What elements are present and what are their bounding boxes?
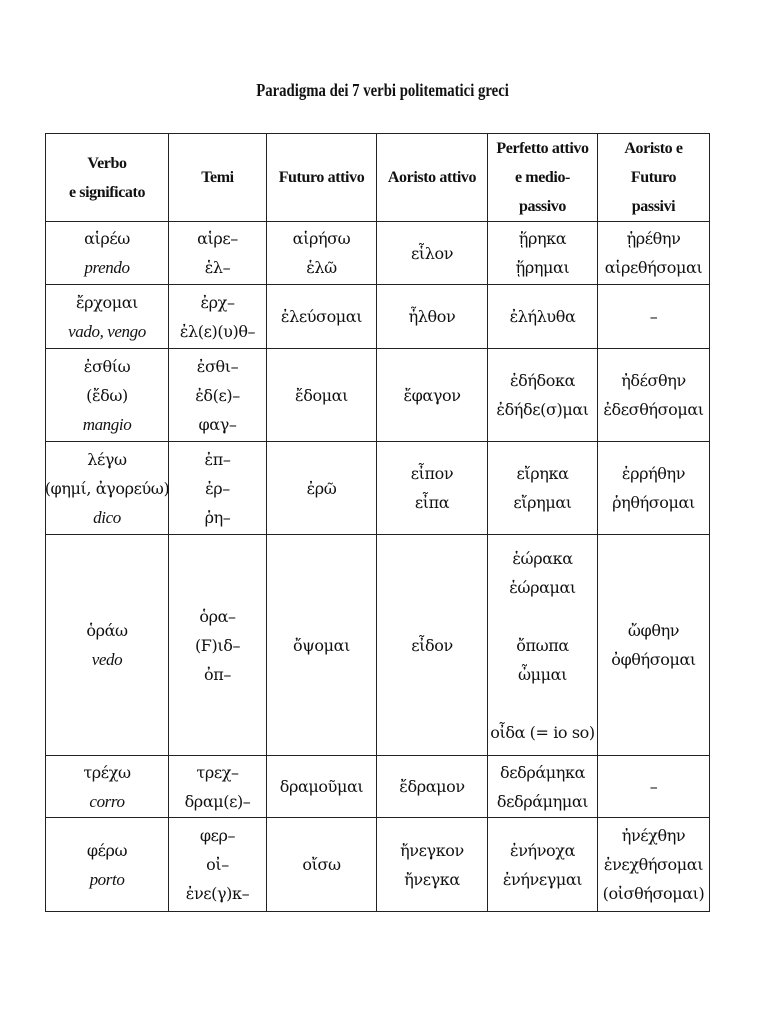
cell-line: φερ– — [199, 826, 236, 845]
table-row — [46, 535, 710, 756]
cell-line: τρέχω — [83, 762, 131, 782]
cell-line: passivi — [631, 198, 676, 215]
cell-line: ἐρρήθην — [621, 464, 686, 483]
cell-temi — [169, 756, 267, 818]
cell-line: Temi — [201, 169, 234, 186]
cell-aoristo — [377, 349, 488, 442]
cell-passivi — [598, 222, 710, 285]
cell-line: passivo — [519, 198, 566, 215]
header-aoristo-futuro-passivi — [598, 134, 710, 222]
cell-temi — [169, 349, 267, 442]
cell-line: dico — [93, 507, 121, 527]
cell-line: vado, vengo — [68, 321, 146, 341]
cell-line: Aoristo e — [624, 140, 683, 157]
header-aoristo-attivo — [377, 134, 488, 222]
cell-line: Futuro — [630, 169, 677, 186]
cell-line: εἶπον — [410, 464, 454, 483]
cell-temi — [169, 285, 267, 349]
cell-verbo — [46, 222, 169, 285]
cell-line: – — [649, 777, 658, 796]
cell-line: τρεχ– — [196, 762, 239, 782]
cell-line: φέρω — [86, 840, 128, 860]
cell-verbo — [46, 756, 169, 818]
cell-line: εἴρηκα — [516, 464, 569, 483]
cell-line: δεδράμηκα — [500, 762, 585, 782]
cell-verbo — [46, 442, 169, 535]
cell-line: (Ϝ)ιδ– — [194, 635, 241, 655]
cell-line: ὄψομαι — [293, 635, 350, 655]
cell-verbo — [46, 349, 169, 442]
cell-line: ἤνεγκα — [404, 869, 460, 889]
cell-line: ἐδ(ε)– — [195, 385, 240, 405]
table-row — [46, 756, 710, 818]
cell-line: ῥηθήσομαι — [612, 493, 695, 512]
cell-line: ἐνεχθήσομαι — [603, 855, 704, 874]
cell-line: φαγ– — [198, 414, 237, 434]
table-row — [46, 349, 710, 442]
cell-line: οἴσω — [302, 855, 341, 874]
cell-passivi — [598, 285, 710, 349]
cell-line: ἐδεσθήσομαι — [603, 400, 704, 419]
table-row — [46, 285, 710, 349]
cell-line: ἑλ– — [204, 258, 231, 277]
cell-passivi — [598, 818, 710, 912]
table-row — [46, 222, 710, 285]
cell-line: οἶδα (= io so) — [490, 722, 595, 742]
cell-aoristo — [377, 535, 488, 756]
cell-verbo — [46, 818, 169, 912]
cell-line: ἑώρακα — [512, 548, 573, 568]
cell-line: ἐλεύσομαι — [280, 307, 363, 326]
cell-line: ᾕρηκα — [518, 229, 567, 248]
cell-line: εἷλον — [410, 243, 454, 263]
cell-line: ἐρχ– — [200, 292, 235, 312]
cell-temi — [169, 222, 267, 285]
cell-verbo — [46, 535, 169, 756]
cell-line: ἐνήνοχα — [510, 840, 575, 860]
cell-line: ἠδέσθην — [621, 371, 686, 390]
cell-line: ἐλ(ε)(υ)θ– — [179, 321, 256, 341]
cell-line: mangio — [82, 414, 132, 434]
cell-line: λέγω — [87, 449, 127, 469]
cell-futuro — [267, 818, 377, 912]
cell-line: ἐσθίω — [83, 356, 131, 376]
cell-line: εἴρημαι — [513, 493, 572, 512]
cell-line: ᾕρημαι — [515, 258, 570, 277]
cell-line: ἔδομαι — [295, 385, 348, 405]
cell-line: corro — [89, 791, 125, 811]
cell-line: ἔρχομαι — [76, 292, 138, 312]
cell-verbo — [46, 285, 169, 349]
cell-line: ὁράω — [86, 621, 128, 640]
cell-aoristo — [377, 285, 488, 349]
page-title: Paradigma dei 7 verbi politematici greci — [256, 80, 509, 100]
cell-line: e significato — [68, 183, 146, 201]
cell-passivi — [598, 442, 710, 535]
cell-line: ὤφθην — [627, 621, 680, 640]
cell-passivi — [598, 756, 710, 818]
cell-line: prendo — [84, 258, 130, 277]
cell-line: ἔδραμον — [399, 777, 465, 796]
cell-line: ἐνε(γ)κ– — [185, 884, 250, 903]
cell-temi — [169, 818, 267, 912]
cell-line: Futuro attivo — [278, 169, 365, 186]
cell-temi — [169, 535, 267, 756]
cell-perfetto — [488, 222, 598, 285]
header-verbo — [46, 134, 169, 222]
cell-line: εἶδον — [411, 635, 453, 655]
cell-line: αἱρε– — [197, 229, 238, 248]
cell-line: Aoristo attivo — [387, 169, 477, 186]
cell-aoristo — [377, 756, 488, 818]
cell-line: ἑλῶ — [306, 258, 337, 277]
cell-aoristo — [377, 818, 488, 912]
cell-line: Perfetto attivo — [496, 140, 589, 157]
cell-line: ᾑρέθην — [626, 229, 681, 248]
cell-line: αἱρέω — [84, 229, 130, 248]
cell-temi — [169, 442, 267, 535]
header-row — [46, 134, 710, 222]
cell-passivi — [598, 349, 710, 442]
header-perfetto — [488, 134, 598, 222]
cell-perfetto — [488, 349, 598, 442]
cell-line: ὀφθήσομαι — [611, 650, 696, 669]
cell-line: (οἰσθήσομαι) — [602, 884, 705, 903]
cell-line: αἱρήσω — [292, 229, 351, 248]
cell-aoristo — [377, 442, 488, 535]
cell-line: (φημί, ἀγορεύω) — [44, 478, 170, 498]
cell-line: ἔφαγον — [403, 385, 461, 405]
cell-line: ἐσθι– — [196, 356, 239, 376]
cell-perfetto — [488, 818, 598, 912]
cell-line: ἦλθον — [408, 307, 456, 326]
cell-perfetto — [488, 442, 598, 535]
cell-line: ἤνεγκον — [400, 840, 464, 860]
cell-line: εἶπα — [414, 493, 450, 512]
cell-line: ἐλήλυθα — [509, 307, 576, 326]
cell-line: e medio- — [514, 169, 570, 186]
cell-futuro — [267, 349, 377, 442]
cell-perfetto — [488, 535, 598, 756]
cell-futuro — [267, 535, 377, 756]
cell-line: ἐπ– — [204, 449, 231, 469]
table-row — [46, 442, 710, 535]
cell-line: vedo — [91, 650, 123, 669]
cell-line: ἐρ– — [205, 478, 230, 498]
cell-line: ἐρῶ — [306, 478, 337, 498]
header-futuro-attivo — [267, 134, 377, 222]
cell-line: ἐνήνεγμαι — [502, 869, 583, 889]
cell-passivi — [598, 535, 710, 756]
cell-line: δραμ(ε)– — [184, 791, 251, 811]
cell-line: ὄπωπα — [516, 635, 569, 655]
cell-line: ἐδήδε(σ)μαι — [496, 400, 589, 419]
cell-line: δραμοῦμαι — [279, 777, 364, 796]
cell-futuro — [267, 442, 377, 535]
paradigm-table — [45, 133, 710, 912]
table-row — [46, 818, 710, 912]
cell-aoristo — [377, 222, 488, 285]
cell-line: ὦμμαι — [518, 664, 567, 684]
cell-line: ὁρα– — [199, 606, 236, 626]
cell-line: οἰ– — [206, 855, 229, 874]
cell-line: ἐδήδοκα — [509, 371, 576, 390]
cell-futuro — [267, 222, 377, 285]
cell-perfetto — [488, 756, 598, 818]
cell-line: ὀπ– — [204, 664, 231, 684]
cell-line: αἱρεθήσομαι — [604, 258, 703, 277]
cell-perfetto — [488, 285, 598, 349]
cell-line: ῥη– — [204, 507, 231, 527]
header-temi — [169, 134, 267, 222]
cell-line: ἑώραμαι — [509, 577, 576, 597]
cell-line: ἠνέχθην — [621, 826, 686, 845]
cell-futuro — [267, 756, 377, 818]
cell-line: δεδράμημαι — [496, 791, 589, 811]
cell-line: porto — [89, 869, 125, 889]
cell-line: – — [649, 307, 658, 326]
cell-line: (ἔδω) — [86, 385, 128, 405]
cell-futuro — [267, 285, 377, 349]
cell-line: Verbo — [87, 154, 127, 172]
